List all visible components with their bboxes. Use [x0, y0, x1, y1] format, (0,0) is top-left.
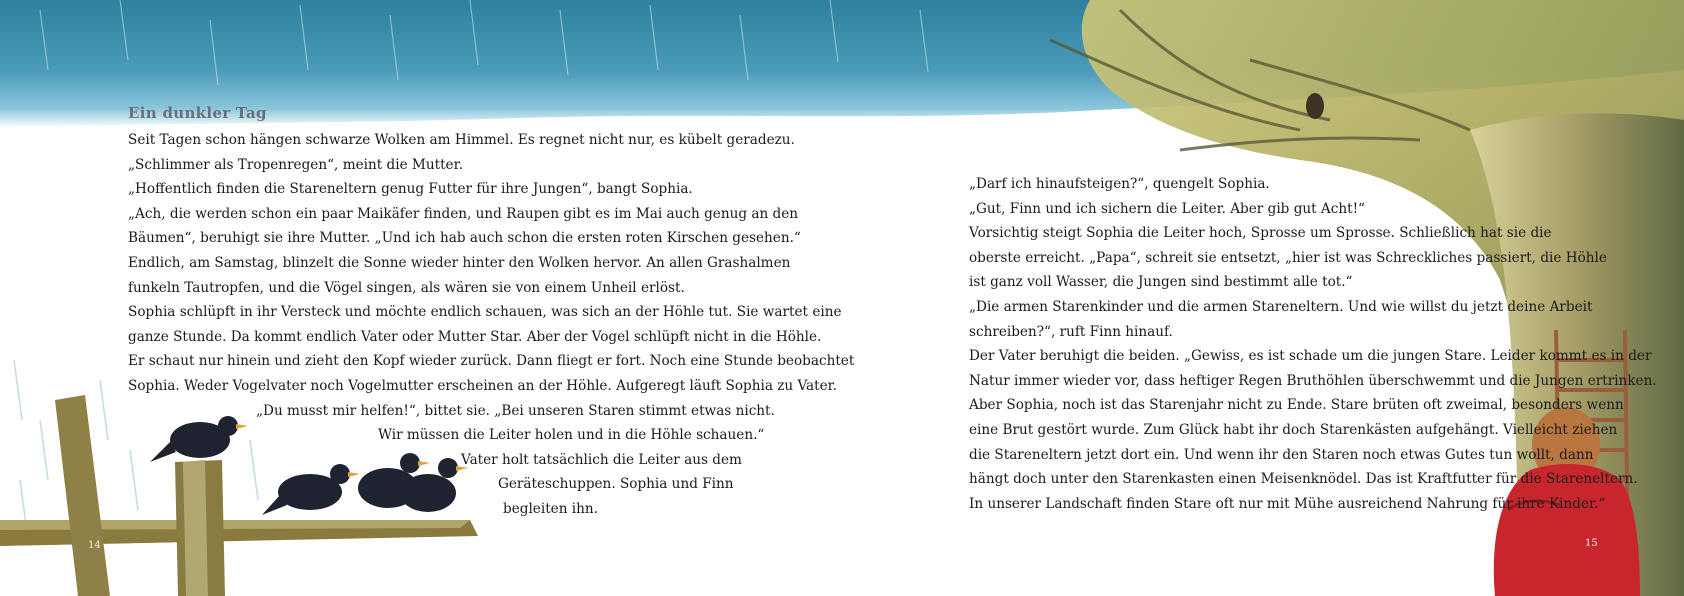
- text-line: funkeln Tautropfen, und die Vögel singen, als wären sie von einem Unheil erlöst.: [128, 279, 685, 296]
- text-line: Der Vater beruhigt die beiden. „Gewiss, es ist schade um die jungen Stare. Leider kommt es in der: [969, 348, 1652, 365]
- text-line: In unserer Landschaft finden Stare oft nur mit Mühe ausreichend Nahrung für ihre Kinder.“: [969, 495, 1606, 512]
- text-line: Vater holt tatsächlich die Leiter aus dem: [461, 451, 742, 468]
- text-line: die Stareneltern jetzt dort ein. Und wenn ihr den Staren noch etwas Gutes tun wollt, dann: [969, 446, 1594, 463]
- text-line: „Du musst mir helfen!“, bittet sie. „Bei unseren Staren stimmt etwas nicht.: [256, 402, 775, 419]
- text-line: Seit Tagen schon hängen schwarze Wolken am Himmel. Es regnet nicht nur, es kübelt geradezu.: [128, 132, 795, 148]
- text-line: Natur immer wieder vor, dass heftiger Regen Bruthöhlen überschwemmt und die Jungen ertrinken.: [969, 372, 1657, 389]
- page-number-left: 14: [88, 540, 101, 551]
- text-line: oberste erreicht. „Papa“, schreit sie entsetzt, „hier ist was Schreckliches passiert, die Höhle: [969, 249, 1607, 266]
- text-line: „Hoffentlich finden die Stareneltern genug Futter für ihre Jungen“, bangt Sophia.: [128, 181, 693, 198]
- text-line: Er schaut nur hinein und zieht den Kopf wieder zurück. Dann fliegt er fort. Noch eine Stunde beobachtet: [128, 353, 855, 370]
- text-line: Endlich, am Samstag, blinzelt die Sonne wieder hinter den Wolken hervor. An allen Grashalmen: [128, 254, 791, 271]
- page-number-right: 15: [1585, 538, 1598, 549]
- text-line: Sophia schlüpft in ihr Versteck und möchte endlich schauen, was sich an der Höhle tut. Sie wartet eine: [128, 304, 842, 321]
- text-line: Bäumen“, beruhigt sie ihre Mutter. „Und ich hab auch schon die ersten roten Kirschen gesehen.“: [128, 230, 801, 247]
- right-page-text: [969, 172, 1657, 516]
- text-line: eine Brut gestört wurde. Zum Glück habt ihr doch Starenkästen aufgehängt. Vielleicht ziehen: [969, 421, 1618, 438]
- text-line: ganze Stunde. Da kommt endlich Vater oder Mutter Star. Aber der Vogel schlüpft nicht in die Höhle.: [128, 328, 822, 345]
- text-line: hängt doch unter den Starenkasten einen Meisenknödel. Das ist Kraftfutter für die Stareneltern.: [969, 471, 1638, 488]
- left-page-text: [128, 128, 854, 522]
- chapter-title: Ein dunkler Tag: [128, 104, 267, 122]
- text-line: begleiten ihn.: [503, 500, 598, 517]
- text-line: Vorsichtig steigt Sophia die Leiter hoch, Sprosse um Sprosse. Schließlich hat sie die: [969, 225, 1552, 242]
- text-line: Wir müssen die Leiter holen und in die Höhle schauen.“: [378, 427, 765, 444]
- text-line: Sophia. Weder Vogelvater noch Vogelmutter erscheinen an der Höhle. Aufgeregt läuft Sophia zu Vater.: [128, 377, 837, 394]
- text-line: Aber Sophia, noch ist das Starenjahr nicht zu Ende. Stare brüten oft zweimal, besonders wenn: [969, 397, 1624, 414]
- text-line: Geräteschuppen. Sophia und Finn: [498, 476, 734, 493]
- text-line: „Die armen Starenkinder und die armen Stareneltern. Und wie willst du jetzt deine Arbeit: [969, 298, 1593, 315]
- text-line: schreiben?“, ruft Finn hinauf.: [969, 323, 1173, 340]
- text-line: „Ach, die werden schon ein paar Maikäfer finden, und Raupen gibt es im Mai auch genug an den: [128, 205, 799, 222]
- text-line: „Schlimmer als Tropenregen“, meint die Mutter.: [128, 156, 463, 173]
- text-line: ist ganz voll Wasser, die Jungen sind bestimmt alle tot.“: [969, 274, 1353, 291]
- text-line: „Darf ich hinaufsteigen?“, quengelt Sophia.: [969, 176, 1270, 192]
- text-line: „Gut, Finn und ich sichern die Leiter. Aber gib gut Acht!“: [969, 200, 1365, 217]
